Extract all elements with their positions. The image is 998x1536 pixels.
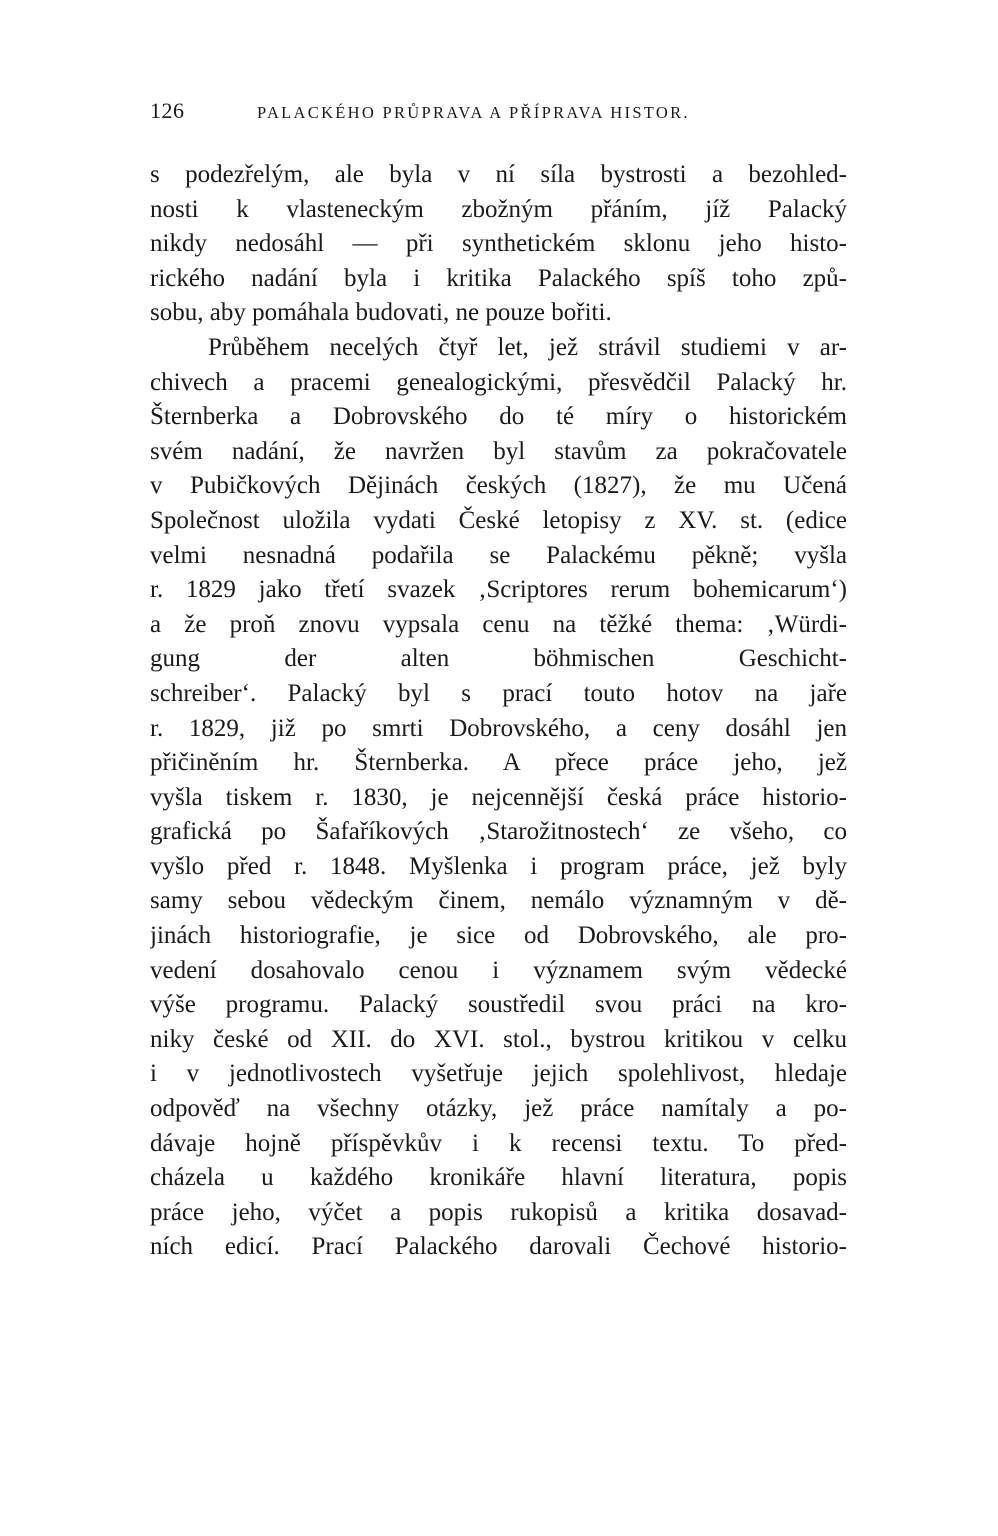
page-number: 126: [150, 98, 185, 123]
text-line: r. 1829, již po smrti Dobrovského, a ceny dosáhl jen: [150, 714, 847, 742]
text-line: vedení dosahovalo cenou i významem svým vědecké: [150, 956, 847, 984]
page-header: [150, 98, 850, 128]
text-line: ních edicí. Prací Palackého darovali Čechové historio-: [150, 1233, 847, 1261]
text-line: a že proň znovu vypsala cenu na těžké thema: ‚Würdi-: [150, 610, 847, 638]
text-line: nikdy nedosáhl — při synthetickém sklonu jeho histo-: [150, 230, 847, 258]
text-line: r. 1829 jako třetí svazek ‚Scriptores rerum bohemicarum‘): [150, 576, 847, 604]
text-line: jinách historiografie, je sice od Dobrovského, ale pro-: [150, 922, 847, 950]
text-line: samy sebou vědeckým činem, nemálo významným v dě-: [150, 887, 847, 915]
text-line: vyšlo před r. 1848. Myšlenka i program práce, jež byly: [150, 852, 847, 880]
text-line: gung der alten böhmischen Geschicht-: [150, 645, 847, 673]
text-line: grafická po Šafaříkových ‚Starožitnostech‘ ze všeho, co: [150, 818, 847, 846]
text-line: svém nadání, že navržen byl stavům za pokračovatele: [150, 437, 847, 465]
text-line: přičiněním hr. Šternberka. A přece práce jeho, jež: [150, 749, 847, 777]
text-line: Průběhem necelých čtyř let, jež strávil studiemi v ar-: [208, 333, 847, 361]
text-line: nosti k vlasteneckým zbožným přáním, jíž Palacký: [150, 195, 847, 223]
text-line: odpověď na všechny otázky, jež práce namítaly a po-: [150, 1095, 847, 1123]
text-line: Společnost uložila vydati České letopisy z XV. st. (edice: [150, 506, 847, 534]
text-line: schreiber‘. Palacký byl s prací touto hotov na jaře: [150, 679, 847, 707]
text-line: cházela u každého kronikáře hlavní literatura, popis: [150, 1164, 847, 1192]
text-line: práce jeho, výčet a popis rukopisů a kritika dosavad-: [150, 1198, 847, 1226]
text-line: rického nadání byla i kritika Palackého spíš toho způ-: [150, 264, 847, 292]
text-line: výše programu. Palacký soustředil svou práci na kro-: [150, 991, 847, 1019]
text-line: chivech a pracemi genealogickými, přesvědčil Palacký hr.: [150, 368, 847, 396]
text-line: s podezřelým, ale byla v ní síla bystrosti a bezohled-: [150, 161, 847, 188]
text-line: sobu, aby pomáhala budovati, ne pouze bořiti.: [150, 299, 612, 327]
text-line: niky české od XII. do XVI. stol., bystrou kritikou v celku: [150, 1025, 847, 1053]
text-line: vyšla tiskem r. 1830, je nejcennější česká práce historio-: [150, 783, 847, 811]
text-line: dávaje hojně příspěvkův i k recensi textu. To před-: [150, 1129, 847, 1157]
text-line: v Pubičkových Dějinách českých (1827), že mu Učená: [150, 472, 847, 500]
running-title: PALACKÉHO PRŮPRAVA A PŘÍPRAVA HISTOR.: [257, 103, 690, 122]
text-line: Šternberka a Dobrovského do té míry o historickém: [150, 403, 847, 431]
text-line: velmi nesnadná podařila se Palackému pěkně; vyšla: [150, 541, 847, 569]
body-text: [150, 158, 847, 1265]
text-line: i v jednotlivostech vyšetřuje jejich spolehlivost, hledaje: [150, 1060, 847, 1088]
